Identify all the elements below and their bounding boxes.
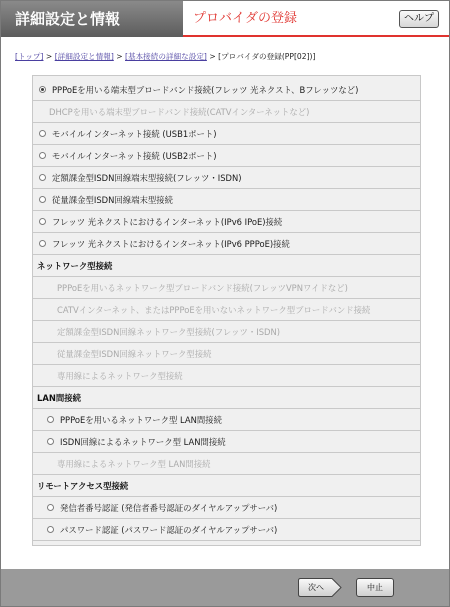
header — [1, 1, 449, 37]
breadcrumb-advanced-settings-link[interactable]: [詳細設定と情報] — [54, 52, 114, 61]
option-label: 従量課金型ISDN回線端末型接続 — [52, 195, 173, 205]
option-label: リモートアクセス型接続 — [37, 481, 129, 491]
option-label: PPPoEを用いるネットワーク型 LAN間接続 — [60, 415, 223, 425]
connection-option[interactable] — [33, 409, 420, 431]
breadcrumb-separator: > — [116, 52, 123, 61]
radio-button[interactable] — [39, 152, 46, 159]
connection-type-panel — [32, 75, 421, 546]
option-label: ネットワーク型接続 — [37, 261, 113, 271]
section-heading — [33, 475, 420, 497]
option-label: 発信者番号認証 (発信者番号認証のダイヤルアップサーバ) — [60, 503, 278, 513]
help-button[interactable]: ヘルプ — [399, 10, 439, 28]
option-label: 従量課金型ISDN回線ネットワーク型接続 — [57, 349, 212, 359]
connection-option[interactable] — [33, 233, 420, 255]
option-label: CATVインターネット、またはPPPoEを用いないネットワーク型ブロードバンド接続 — [57, 305, 371, 315]
section-heading — [33, 387, 420, 409]
connection-option-disabled — [33, 365, 420, 387]
breadcrumb-current: [プロバイダの登録(PP[02])] — [218, 52, 316, 61]
breadcrumb — [15, 51, 315, 62]
breadcrumb-separator: > — [209, 52, 216, 61]
breadcrumb-basic-connection-link[interactable]: [基本接続の詳細な設定] — [125, 52, 207, 61]
connection-option[interactable] — [33, 167, 420, 189]
connection-option[interactable] — [33, 189, 420, 211]
connection-option[interactable] — [33, 497, 420, 519]
breadcrumb-separator: > — [45, 52, 53, 61]
option-label: フレッツ 光ネクストにおけるインターネット(IPv6 PPPoE)接続 — [52, 239, 290, 249]
page-title-bar — [183, 1, 449, 37]
option-label: パスワード認証 (パスワード認証のダイヤルアップサーバ) — [60, 525, 278, 535]
radio-button[interactable] — [47, 526, 54, 533]
connection-option-disabled — [33, 321, 420, 343]
option-label: DHCPを用いる端末型ブロードバンド接続(CATVインターネットなど) — [49, 107, 310, 117]
radio-button[interactable] — [47, 416, 54, 423]
connection-option-disabled — [33, 343, 420, 365]
connection-option[interactable] — [33, 79, 420, 101]
connection-option-disabled — [33, 453, 420, 475]
section-title: 詳細設定と情報 — [1, 1, 183, 37]
section-heading — [33, 255, 420, 277]
radio-button[interactable] — [47, 504, 54, 511]
option-label: PPPoEを用いるネットワーク型ブロードバンド接続(フレッツVPNワイドなど) — [57, 283, 348, 293]
next-button[interactable] — [298, 578, 342, 597]
option-label: モバイルインターネット接続 (USB2ポート) — [52, 151, 217, 161]
option-label: モバイルインターネット接続 (USB1ポート) — [52, 129, 217, 139]
radio-button[interactable] — [39, 174, 46, 181]
connection-option[interactable] — [33, 431, 420, 453]
radio-button[interactable] — [39, 130, 46, 137]
option-label: ISDN回線によるネットワーク型 LAN間接続 — [60, 437, 226, 447]
radio-button[interactable] — [39, 86, 46, 93]
option-label: 専用線によるネットワーク型 LAN間接続 — [57, 459, 211, 469]
radio-button[interactable] — [39, 218, 46, 225]
radio-button[interactable] — [47, 438, 54, 445]
connection-option[interactable] — [33, 145, 420, 167]
page-title: プロバイダの登録 — [193, 11, 298, 26]
connection-option[interactable] — [33, 519, 420, 541]
option-label: フレッツ 光ネクストにおけるインターネット(IPv6 IPoE)接続 — [52, 217, 283, 227]
connection-option-disabled — [33, 277, 420, 299]
connection-option[interactable] — [33, 123, 420, 145]
breadcrumb-top-link[interactable]: [トップ] — [15, 52, 44, 61]
radio-button[interactable] — [39, 240, 46, 247]
radio-button[interactable] — [39, 196, 46, 203]
option-label: 定額課金型ISDN回線端末型接続(フレッツ・ISDN) — [52, 173, 242, 183]
next-button-label: 次へ — [308, 583, 324, 592]
connection-option-disabled — [33, 299, 420, 321]
footer-bar — [1, 569, 449, 606]
option-label: LAN間接続 — [37, 393, 81, 403]
connection-option[interactable] — [33, 211, 420, 233]
connection-option-disabled — [33, 101, 420, 123]
option-label: 専用線によるネットワーク型接続 — [57, 371, 183, 381]
option-label: 定額課金型ISDN回線ネットワーク型接続(フレッツ・ISDN) — [57, 327, 280, 337]
stop-button[interactable]: 中止 — [356, 578, 394, 597]
option-label: PPPoEを用いる端末型ブロードバンド接続(フレッツ 光ネクスト、Bフレッツなど) — [52, 85, 359, 95]
